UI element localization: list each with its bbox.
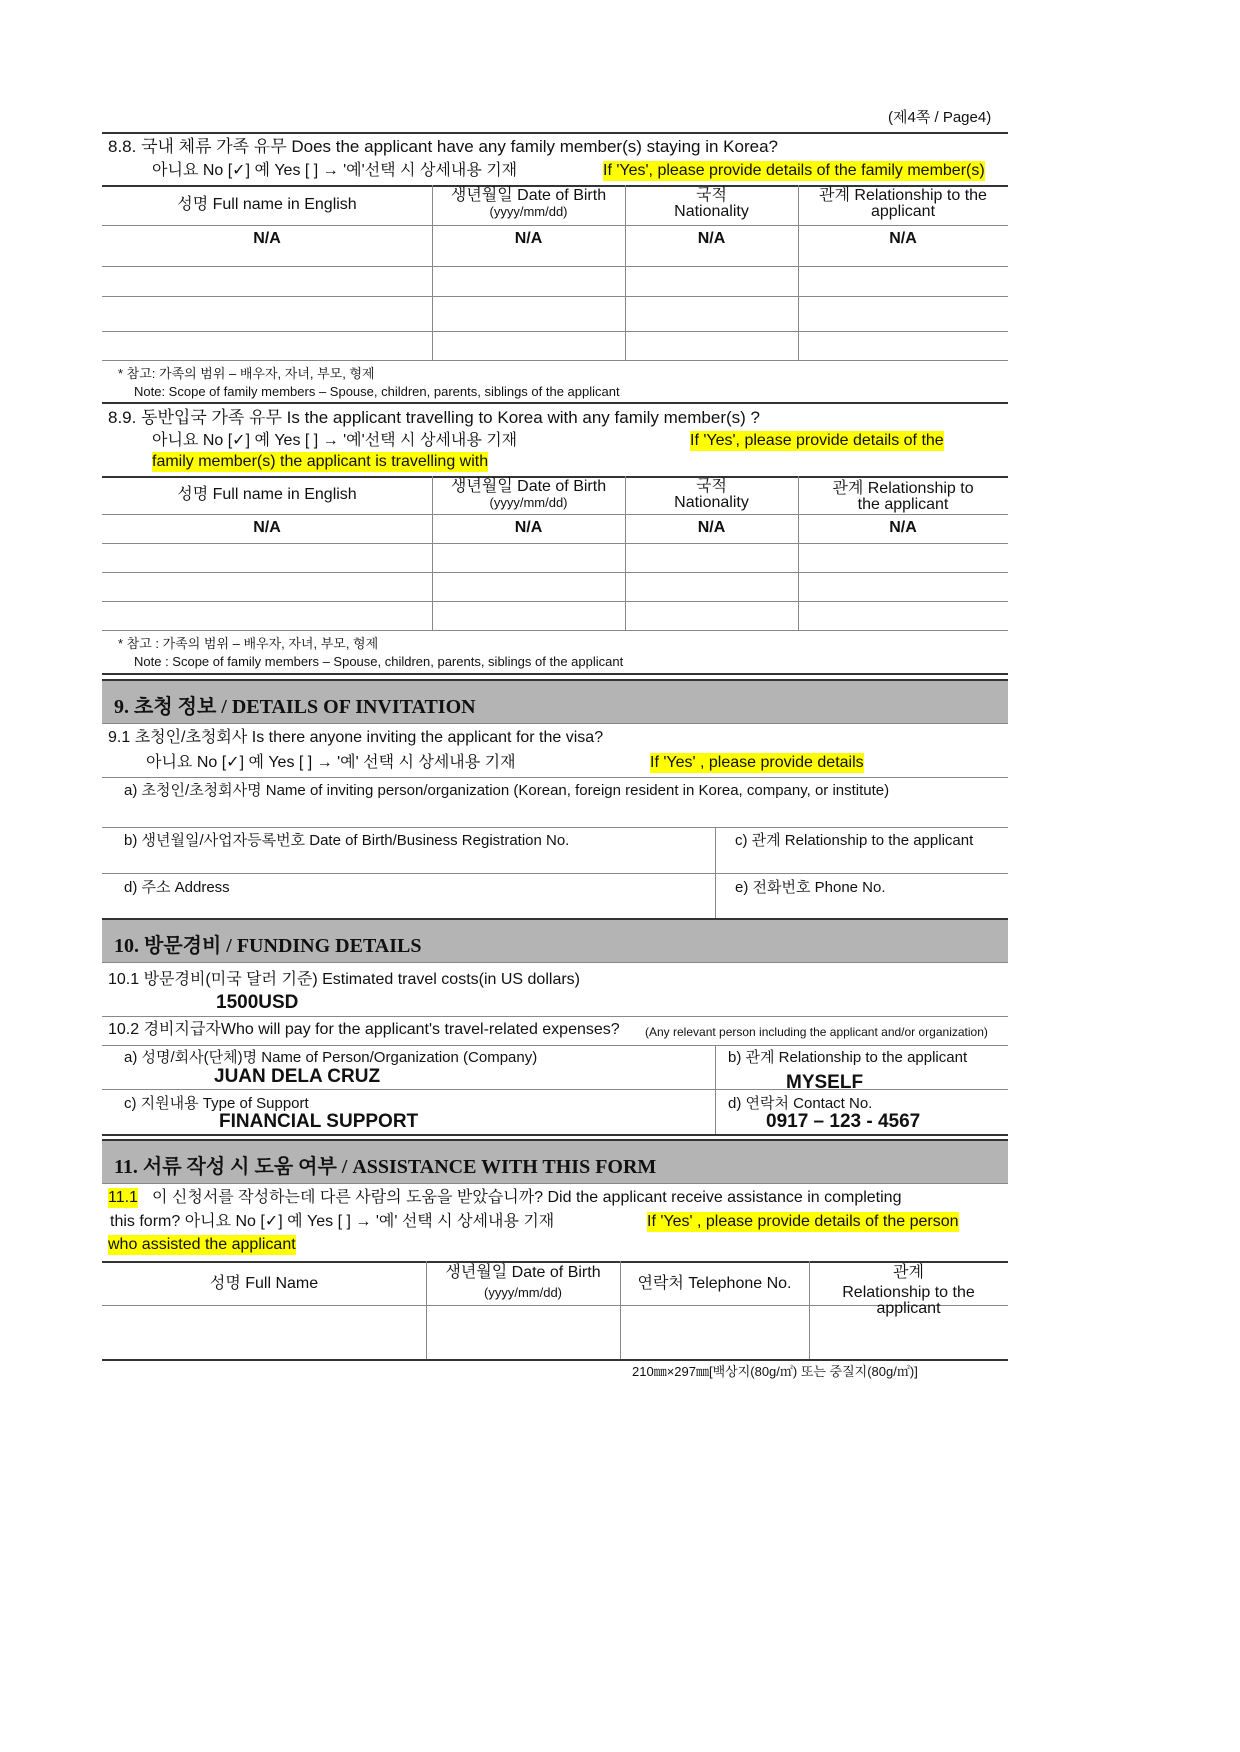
payer-name-value[interactable]: JUAN DELA CRUZ bbox=[214, 1066, 381, 1087]
contact-label: d) 연락처 Contact No. bbox=[728, 1095, 873, 1112]
support-type-value[interactable]: FINANCIAL SUPPORT bbox=[219, 1111, 419, 1132]
header-name: 성명 Full name in English bbox=[177, 486, 357, 503]
hint-8-9: If 'Yes', please provide details of the bbox=[690, 432, 944, 449]
inviter-dob-label: b) 생년월일/사업자등록번호 Date of Birth/Business Registration No. bbox=[124, 832, 570, 849]
question-10-1: 10.1 방문경비(미국 달러 기준) Estimated travel costs(in US dollars) bbox=[108, 971, 580, 988]
inviter-phone-label: e) 전화번호 Phone No. bbox=[735, 879, 886, 896]
section-9-title: 9. 초청 정보 / DETAILS OF INVITATION bbox=[114, 696, 476, 718]
header-relationship: 관계 Relationship to the bbox=[819, 187, 987, 204]
options-11-1[interactable]: this form? 아니요 No [✓] 예 Yes [ ] → '예' 선택 시 상세내용 기재 bbox=[110, 1213, 555, 1230]
section-11-header bbox=[102, 1139, 1008, 1184]
hint-11-1-cont: who assisted the applicant bbox=[108, 1236, 296, 1253]
header-nationality-ko: 국적 bbox=[696, 187, 727, 204]
cell-name[interactable]: N/A bbox=[253, 230, 281, 247]
question-10-2-note: (Any relevant person including the applicant and/or organization) bbox=[645, 1025, 988, 1039]
cell-nationality[interactable]: N/A bbox=[697, 230, 726, 247]
section-11-title: 11. 서류 작성 시 도움 여부 / ASSISTANCE WITH THIS FORM bbox=[114, 1156, 657, 1178]
payer-relationship-label: b) 관계 Relationship to the applicant bbox=[728, 1049, 968, 1066]
support-type-label: c) 지원내용 Type of Support bbox=[124, 1095, 309, 1112]
header-dob: 생년월일 Date of Birth bbox=[445, 1264, 601, 1281]
payer-relationship-value[interactable]: MYSELF bbox=[786, 1072, 864, 1093]
options-8-9[interactable]: 아니요 No [✓] 예 Yes [ ] → '예'선택 시 상세내용 기재 bbox=[152, 432, 518, 449]
section-10-title: 10. 방문경비 / FUNDING DETAILS bbox=[114, 935, 422, 957]
header-name: 성명 Full name in English bbox=[177, 196, 357, 213]
header-relationship-2: applicant bbox=[870, 203, 936, 220]
header-dob: 생년월일 Date of Birth bbox=[450, 478, 607, 495]
cell-name[interactable]: N/A bbox=[253, 519, 281, 536]
page-label: (제4쪽 / Page4) bbox=[888, 109, 992, 126]
header-relationship: 관계 Relationship to bbox=[832, 480, 974, 497]
hint-8-9-cont: family member(s) the applicant is travelling with bbox=[152, 453, 489, 470]
header-nationality: Nationality bbox=[674, 494, 749, 511]
payer-name-label: a) 성명/회사(단체)명 Name of Person/Organization (Company) bbox=[124, 1049, 538, 1066]
cell-dob[interactable]: N/A bbox=[514, 230, 543, 247]
header-full-name: 성명 Full Name bbox=[209, 1275, 319, 1292]
header-nationality: Nationality bbox=[674, 203, 749, 220]
header-dob-format: (yyyy/mm/dd) bbox=[484, 1285, 562, 1300]
section-9-header bbox=[102, 679, 1008, 724]
cell-dob[interactable]: N/A bbox=[514, 519, 543, 536]
note-ko-8-9: * 참고 : 가족의 범위 – 배우자, 자녀, 부모, 형제 bbox=[118, 636, 379, 651]
paper-spec-footer: 210㎜×297㎜[백상지(80g/㎡) 또는 중질지(80g/㎡)] bbox=[632, 1364, 918, 1379]
question-10-2: 10.2 경비지급자Who will pay for the applicant's travel-related expenses? bbox=[108, 1021, 620, 1038]
hint-9-1: If 'Yes' , please provide details bbox=[650, 754, 864, 771]
section-10-header bbox=[102, 918, 1008, 963]
header-nationality-ko: 국적 bbox=[696, 478, 727, 495]
inviter-relationship-label: c) 관계 Relationship to the applicant bbox=[735, 832, 974, 849]
header-dob-format: (yyyy/mm/dd) bbox=[489, 204, 568, 219]
question-11-1-number: 11.1 bbox=[108, 1189, 138, 1206]
hint-8-8: If 'Yes', please provide details of the family member(s) bbox=[603, 162, 985, 179]
header-dob-format: (yyyy/mm/dd) bbox=[489, 495, 568, 510]
cell-relationship[interactable]: N/A bbox=[889, 230, 917, 247]
note-ko-8-8: * 참고: 가족의 범위 – 배우자, 자녀, 부모, 형제 bbox=[118, 366, 375, 381]
options-9-1[interactable]: 아니요 No [✓] 예 Yes [ ] → '예' 선택 시 상세내용 기재 bbox=[146, 754, 516, 771]
header-relationship-2: the applicant bbox=[857, 496, 949, 513]
header-relationship-ko: 관계 bbox=[893, 1264, 924, 1281]
options-8-8[interactable]: 아니요 No [✓] 예 Yes [ ] → '예'선택 시 상세내용 기재 bbox=[152, 162, 518, 179]
inviter-name-label: a) 초청인/초청회사명 Name of inviting person/organization (Korean, foreign resident in Korea, company, or institute) bbox=[124, 782, 890, 799]
hint-11-1: If 'Yes' , please provide details of the person bbox=[647, 1213, 959, 1230]
note-en-8-8: Note: Scope of family members – Spouse, children, parents, siblings of the applicant bbox=[134, 384, 620, 399]
cell-relationship[interactable]: N/A bbox=[889, 519, 917, 536]
header-relationship: Relationship to the applicant bbox=[842, 1284, 975, 1317]
contact-value[interactable]: 0917 – 123 - 4567 bbox=[766, 1111, 921, 1132]
question-8-9: 8.9. 동반입국 가족 유무 Is the applicant travelling to Korea with any family member(s) ? bbox=[108, 408, 760, 427]
question-8-8: 8.8. 국내 체류 가족 유무 Does the applicant have any family member(s) staying in Korea? bbox=[108, 137, 778, 156]
question-9-1: 9.1 초청인/초청회사 Is there anyone inviting the applicant for the visa? bbox=[108, 729, 604, 746]
inviter-address-label: d) 주소 Address bbox=[124, 879, 230, 896]
note-en-8-9: Note : Scope of family members – Spouse, children, parents, siblings of the applicant bbox=[134, 654, 624, 669]
cell-nationality[interactable]: N/A bbox=[697, 519, 726, 536]
travel-cost-value[interactable]: 1500USD bbox=[216, 992, 299, 1013]
header-dob: 생년월일 Date of Birth bbox=[450, 187, 607, 204]
question-11-1: 이 신청서를 작성하는데 다른 사람의 도움을 받았습니까? Did the applicant receive assistance in completing bbox=[152, 1189, 902, 1206]
header-telephone: 연락처 Telephone No. bbox=[637, 1275, 792, 1292]
